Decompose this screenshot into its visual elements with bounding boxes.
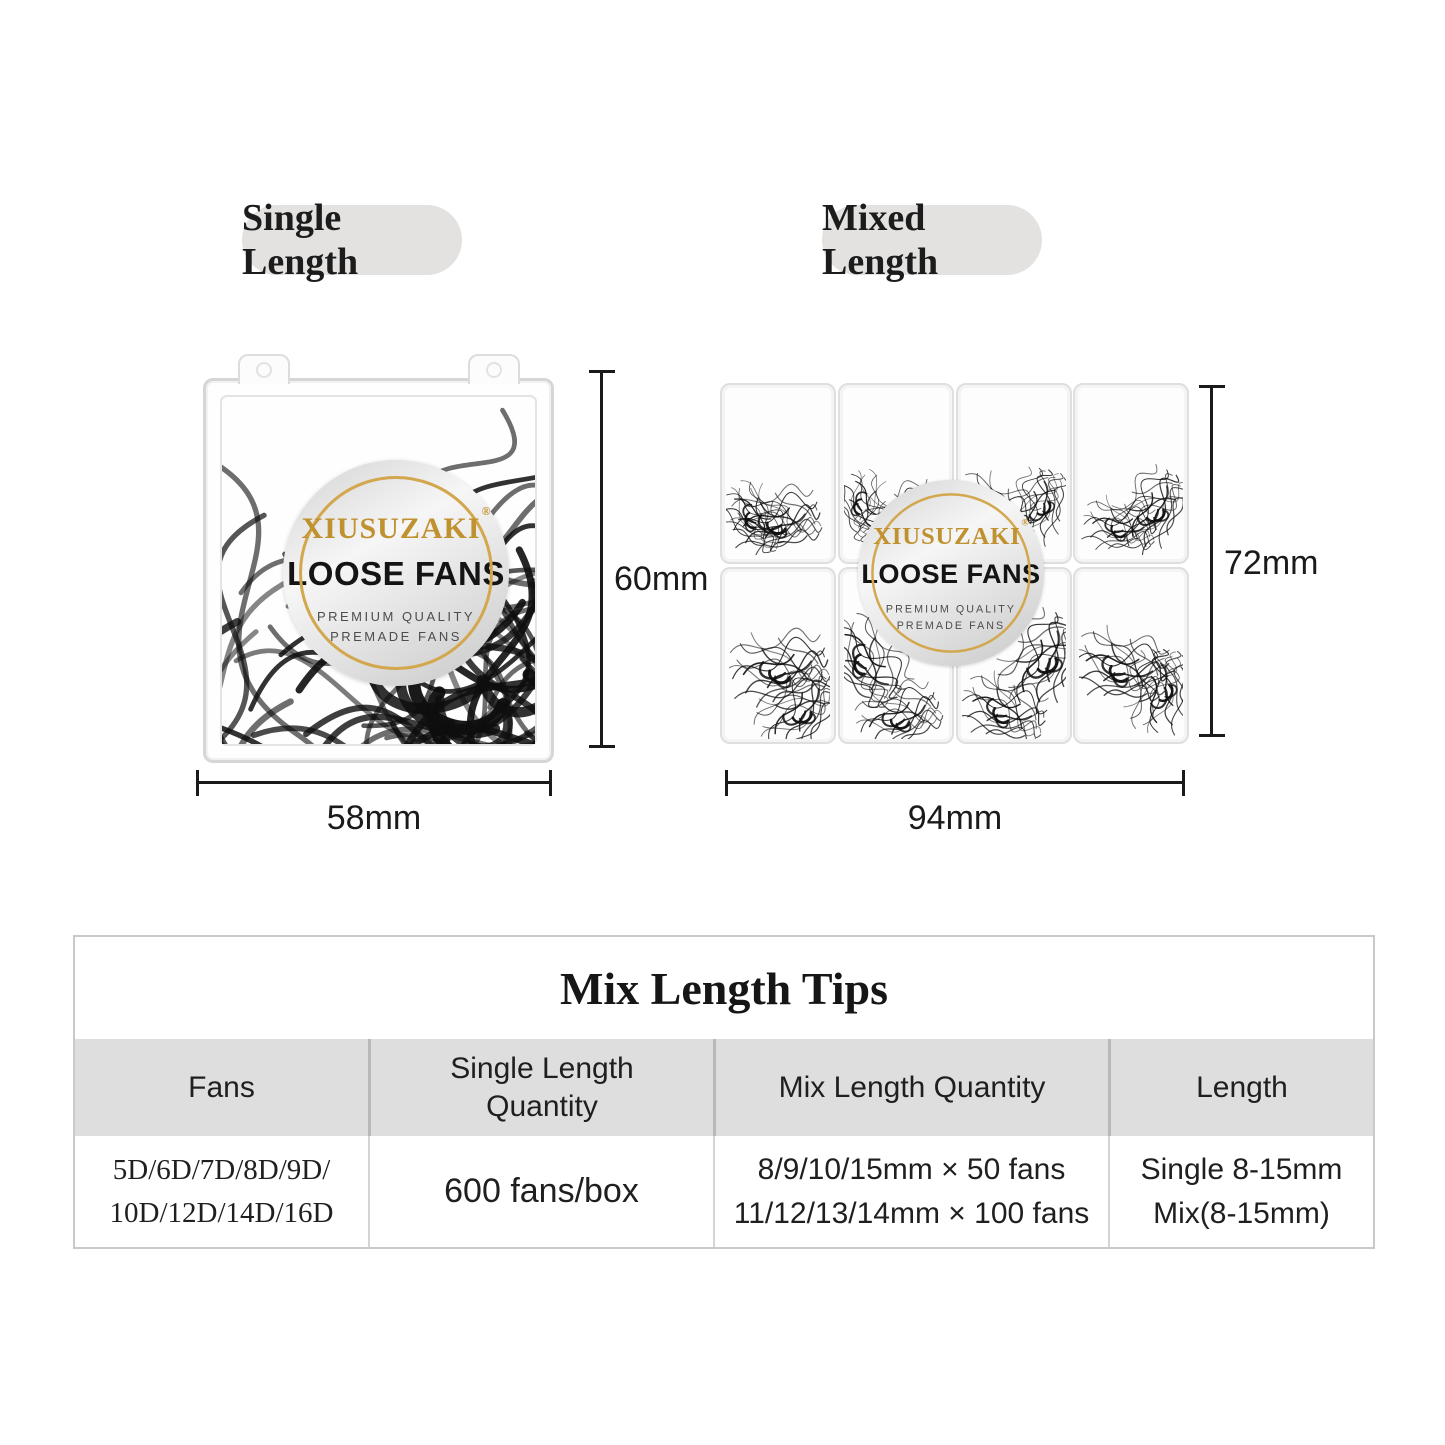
single-length-box [203,378,554,763]
box-hinge-icon [468,354,520,384]
compartment [720,567,836,744]
registered-mark: ® [1021,516,1030,528]
product-tagline: PREMIUM QUALITY PREMADE FANS [885,602,1017,632]
brand-name: XIUSUZAKI® [301,504,492,545]
height-dimension-line [1210,385,1213,737]
lash-clusters-icon [726,389,830,555]
header-single-length-quantity: Single Length Quantity [368,1039,713,1136]
mixed-length-box [720,383,1185,742]
header-mix-length-quantity: Mix Length Quantity [713,1039,1108,1136]
single-length-badge: Single Length [242,205,462,275]
product-name: LOOSE FANS [287,555,505,592]
lash-clusters-icon [1079,389,1183,555]
registered-mark: ® [481,504,492,518]
table-header-row [75,1039,1373,1136]
product-name: LOOSE FANS [861,558,1041,589]
lash-clusters-icon [1079,573,1183,739]
cell-single-quantity: 600 fans/box [368,1136,713,1247]
lash-clusters-icon [726,573,830,739]
compartment [1073,383,1189,564]
cell-length: Single 8-15mm Mix(8-15mm) [1108,1136,1373,1247]
mix-length-tips-table [73,935,1375,1249]
header-length: Length [1108,1039,1373,1136]
width-dimension-label: 94mm [907,799,1003,837]
mixed-length-badge: Mixed Length [822,205,1042,275]
height-dimension-line [600,370,603,748]
table-title: Mix Length Tips [559,962,889,1014]
width-dimension-label: 58mm [326,799,422,837]
box-hinge-icon [238,354,290,384]
cell-fans: 5D/6D/7D/8D/9D/ 10D/12D/14D/16D [75,1136,368,1247]
width-dimension-line [725,781,1185,784]
product-tagline: PREMIUM QUALITY PREMADE FANS [316,609,476,644]
brand-name: XIUSUZAKI® [873,516,1030,550]
width-dimension-line [196,781,552,784]
height-dimension-label: 60mm [614,560,709,598]
height-dimension-label: 72mm [1224,544,1319,582]
cell-mix-quantity: 8/9/10/15mm × 50 fans 11/12/13/14mm × 100 fans [713,1136,1108,1247]
brand-seal [858,480,1044,666]
compartment [720,383,836,564]
header-fans: Fans [75,1039,368,1136]
compartment [1073,567,1189,744]
table-data-row [75,1136,1373,1247]
brand-seal [283,460,509,686]
